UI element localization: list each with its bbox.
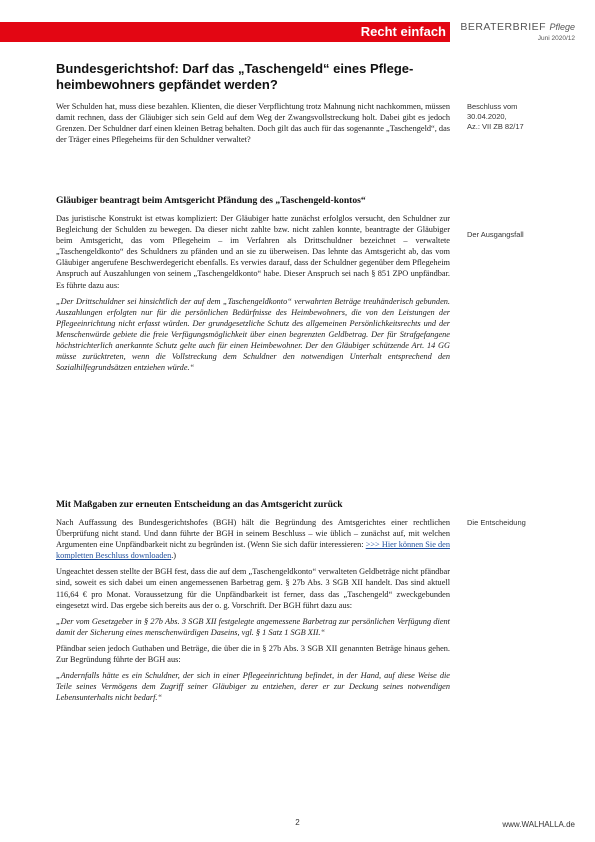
brand-block <box>460 21 575 42</box>
ausgangsfall-quote: „Der Drittschuldner sei hinsichtlich der auf dem „Taschengeldkonto“ verwahrten Beträge treuhänderisch gebunden. Auszahlungen erfolgten nur für die persönlichen Bedürfnisse des Heimbewohners, die von den Leistungen der Pflegeeinrichtung nicht erfasst würden. Der grundgesetzliche Schutz des allgemeinen Persönlichkeitsrechts und der Menschenwürde gebiete die freie Verfügungsmöglichkeit über einen begrenzten Geldbetrag. Der für Strafgefangene höchstrichterlich anerkannte Schutz gelte auch für einen Heimbewohner. Der den Gläubiger schützende Art. 14 GG müsse zurücktreten, wenn die Vollstreckung dem Schuldner den notwendigen Unterhalt entsprechend den Sozialhilfegrundsätzen entziehen würde.“ <box>56 296 450 373</box>
case-number: Az.: VII ZB 82/17 <box>467 122 524 131</box>
section-entscheidung <box>56 499 450 708</box>
intro-block <box>56 101 450 150</box>
decision-date-label: Beschluss vom <box>467 102 518 111</box>
header-category-bar <box>0 22 450 42</box>
brand-name <box>460 21 575 33</box>
margin-note-ausgangsfall: Der Ausgangsfall <box>467 230 524 239</box>
section-ausgangsfall <box>56 195 450 378</box>
entscheidung-paragraph-1 <box>56 517 450 561</box>
intro-margin-note <box>467 102 567 132</box>
page-number: 2 <box>295 818 300 827</box>
entscheidung-paragraph-3: Pfändbar seien jedoch Guthaben und Beträge, die über die in § 27b Abs. 3 SGB XII genannten Beträge hinaus gehen. Zur Begründung führte der BGH aus: <box>56 643 450 665</box>
entscheidung-text-after-link: .) <box>171 551 177 561</box>
brand-title: BERATERBRIEF <box>460 21 547 33</box>
intro-paragraph: Wer Schulden hat, muss diese bezahlen. Klienten, die dieser Verpflichtung trotz Mahnung nicht nachkommen, müssen damit rechnen, dass der Gläubiger sich sein Geld auf dem Weg der Zwangsvollstreckung holt. Dabei gibt es jedoch Grenzen. Der Schuldner darf einen kleinen Betrag behalten. Doch gilt das auch für das sogenannte „Taschengeld“, das der Träger eines Pflegeheims für den Schuldner verwaltet? <box>56 102 450 145</box>
issue-date: Juni 2020/12 <box>537 35 575 42</box>
entscheidung-quote-1: „Der vom Gesetzgeber in § 27b Abs. 3 SGB XII festgelegte angemessene Barbetrag zur persönlichen Verfügung dient damit der Sicherung eines menschenwürdigen Daseins, vgl. § 1 Satz 1 SGB XII.“ <box>56 616 450 637</box>
entscheidung-paragraph-2: Ungeachtet dessen stellte der BGH fest, dass die auf dem „Taschengeldkonto“ verwalteten Geldbeträge nicht pfändbar sind, soweit es sich dabei um einen angemessenen Barbetrag gem. § 27b Abs. 3 SGB XII handelt. Das sind aktuell 116,64 € pro Monat. Voraussetzung für die Unpfändbarkeit ist ferner, dass das „Taschengeld“ zweckgebunden eingesetzt wird. Das ergebe sich bereits aus der o. g. Vorschrift. Der BGH führt dazu aus: <box>56 567 450 610</box>
decision-date: 30.04.2020, <box>467 112 507 121</box>
brand-subtitle: Pflege <box>549 22 575 32</box>
website-url: www.WALHALLA.de <box>502 820 575 829</box>
ausgangsfall-paragraph: Das juristische Konstrukt ist etwas kompliziert: Der Gläubiger hatte zunächst erfolglos versucht, den Schuldner zur Begleichung der Schulden zu bewegen. Da dieser nicht zahlte bzw. nicht zahlen konnte, beantragte der Gläubiger beim Amtsgericht, das vom Pflegeheim – im Verfahren als Drittschuldner bezeichnet – verwaltete „Taschengeldkonto“ des Schuldners zu pfänden und an sie zu überweisen. Das lehnte das Amtsgericht ab, das vom Gläubiger angerufene Beschwerdegericht ebenfalls. Es verwies darauf, dass der Schuldner gegenüber dem Pflegeheim Anspruch auf Auszahlungen von seinem „Taschengeldkonto“ habe. Dieser Anspruch sei nach § 851 ZPO unpfändbar. Es führte dazu aus: <box>56 214 450 290</box>
page-title: Bundesgerichtshof: Darf das „Taschengeld“ eines Pflege-heimbewohners gepfändet werden? <box>56 61 414 92</box>
entscheidung-text-before-link: Nach Auffassung des Bundesgerichtshofes (BGH) hält die Begründung des Amtsgerichtes einer rechtlichen Überprüfung nicht stand. Und dann führte der BGH in seinem Beschluss – wie üblich – zunächst auf, mit welchen Argumenten eine Unpfändbarkeit nicht zu begründen ist. (Wenn Sie sich dafür interessieren: <box>56 518 450 550</box>
margin-note-entscheidung: Die Entscheidung <box>467 518 526 527</box>
download-decision-link[interactable]: >>> Hier können Sie den kompletten Beschluss downloaden <box>56 540 450 561</box>
entscheidung-quote-2: „Andernfalls hätte es ein Schuldner, der sich in einer Pflegeeinrichtung befindet, in der Hand, auf diese Weise die Teile seines Vermögens dem Zugriff seiner Gläubiger zu entziehen, derer er zur Deckung seines notwendigen Lebensunterhalts nicht bedarf.“ <box>56 671 450 703</box>
section-heading-ausgangsfall: Gläubiger beantragt beim Amtsgericht Pfändung des „Taschengeld-kontos“ <box>56 195 366 206</box>
header-category-label: Recht einfach <box>360 24 446 39</box>
section-heading-entscheidung: Mit Maßgaben zur erneuten Entscheidung an das Amtsgericht zurück <box>56 499 343 510</box>
